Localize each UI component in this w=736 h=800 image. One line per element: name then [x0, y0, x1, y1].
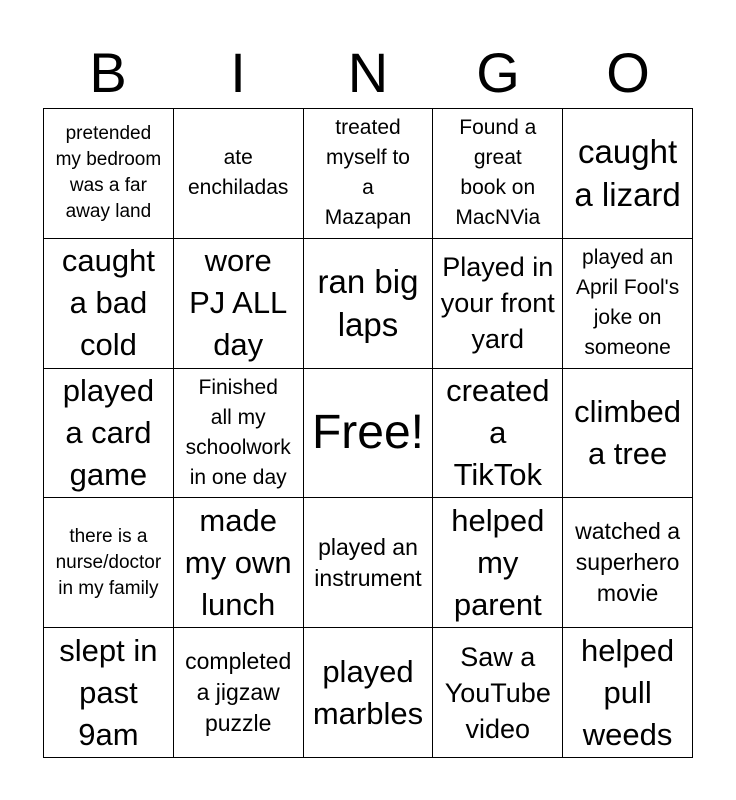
bingo-cell[interactable] [174, 239, 304, 369]
bingo-cell[interactable] [174, 498, 304, 628]
cell-text: helped my parent [451, 502, 545, 622]
header-letter-n: N [347, 41, 389, 104]
bingo-cell[interactable] [174, 369, 304, 499]
bingo-cell[interactable] [44, 239, 174, 369]
bingo-cell[interactable] [44, 109, 174, 239]
cell-text: caught a lizard [574, 133, 681, 214]
cell-text: there is a nurse/doctor in my family [55, 525, 162, 599]
bingo-cell[interactable] [563, 239, 693, 369]
bingo-cell[interactable] [304, 239, 434, 369]
header-letter-i: I [230, 41, 246, 104]
cell-text: slept in past 9am [59, 632, 158, 752]
header-letter-b: B [89, 41, 127, 104]
bingo-header [43, 38, 693, 108]
cell-text: played an instrument [314, 533, 422, 591]
cell-text: ate enchiladas [187, 146, 289, 200]
cell-text: played a card game [62, 372, 155, 492]
cell-text: ran big laps [317, 263, 419, 344]
bingo-cell[interactable] [433, 239, 563, 369]
bingo-cell[interactable] [433, 498, 563, 628]
bingo-cell[interactable] [304, 498, 434, 628]
cell-text: wore PJ ALL day [189, 243, 288, 363]
bingo-cell[interactable] [563, 109, 693, 239]
cell-text: watched a superhero movie [575, 518, 681, 607]
cell-text: pretended my bedroom was a far away land [55, 123, 162, 223]
cell-text: created a TikTok [446, 372, 550, 492]
cell-text: climbed a tree [574, 393, 681, 471]
cell-text: helped pull weeds [581, 632, 675, 752]
bingo-cell[interactable] [433, 109, 563, 239]
free-space-text: Free! [311, 405, 424, 459]
cell-text: treated myself to a Mazapan [324, 116, 412, 230]
bingo-cell[interactable] [44, 498, 174, 628]
bingo-cell[interactable] [304, 109, 434, 239]
header-letter-g: G [476, 41, 520, 104]
cell-text: played marbles [312, 653, 424, 731]
cell-text: made my own lunch [184, 502, 292, 622]
bingo-grid [43, 108, 693, 758]
cell-text: caught a bad cold [61, 243, 155, 363]
bingo-cell[interactable] [433, 369, 563, 499]
bingo-cell[interactable] [563, 369, 693, 499]
cell-text: Played in your front yard [440, 252, 555, 355]
cell-text: Found a great book on MacNVia [455, 116, 541, 230]
bingo-cell[interactable] [44, 369, 174, 499]
cell-text: Saw a YouTube video [444, 641, 551, 744]
header-letter-o: O [606, 41, 650, 104]
bingo-cell[interactable] [44, 628, 174, 758]
free-space-cell[interactable] [304, 369, 434, 499]
bingo-cell[interactable] [433, 628, 563, 758]
bingo-cell[interactable] [174, 109, 304, 239]
cell-text: Finished all my schoolwork in one day [185, 375, 291, 489]
bingo-cell[interactable] [304, 628, 434, 758]
bingo-cell[interactable] [563, 628, 693, 758]
bingo-cell[interactable] [563, 498, 693, 628]
cell-text: played an April Fool's joke on someone [575, 246, 680, 360]
bingo-cell[interactable] [174, 628, 304, 758]
cell-text: completed a jigzaw puzzle [185, 648, 292, 737]
